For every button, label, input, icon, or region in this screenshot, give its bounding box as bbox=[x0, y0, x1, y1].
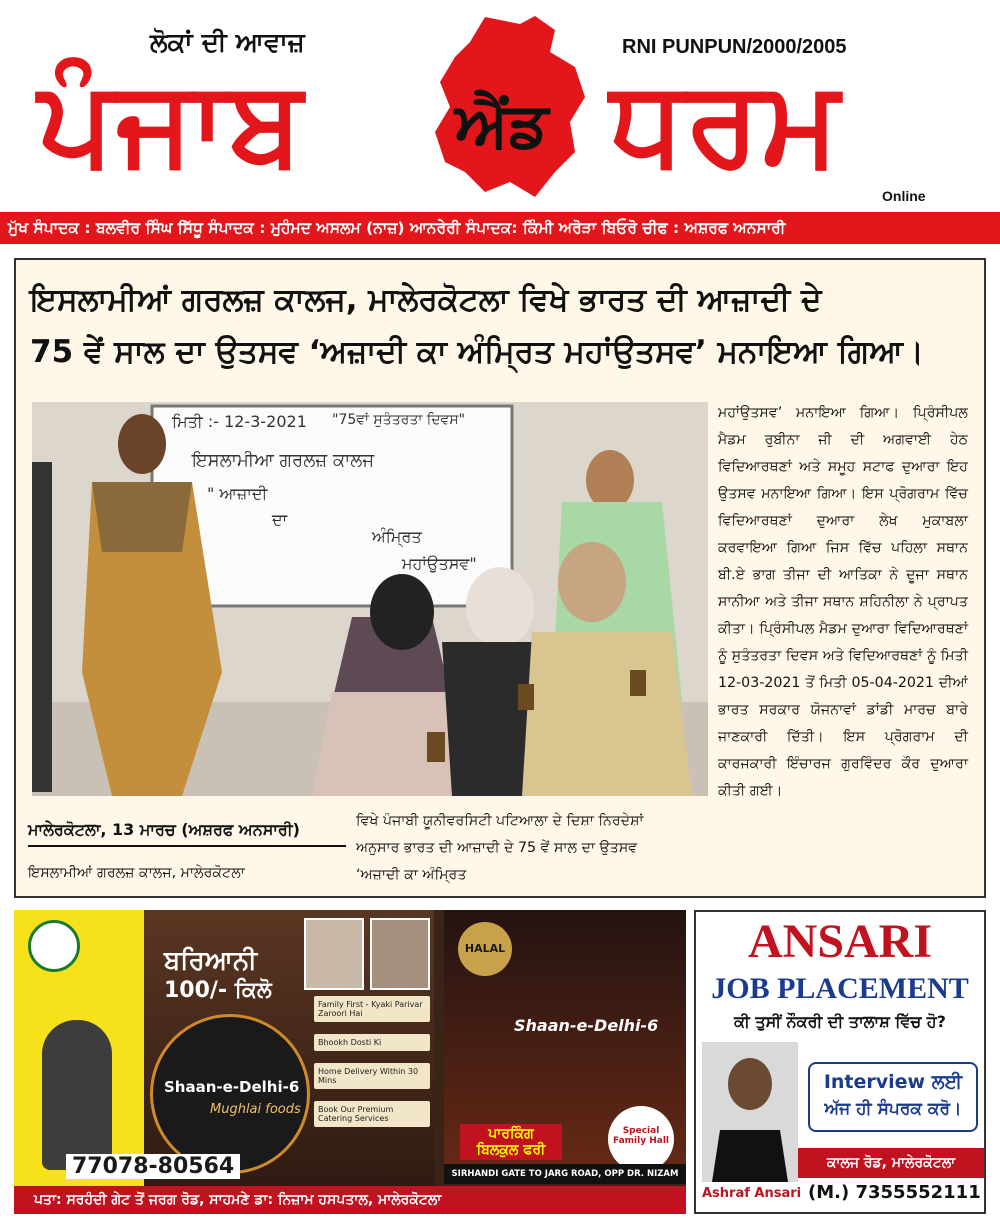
agent-silhouette-icon bbox=[702, 1042, 798, 1182]
owner-photo-1 bbox=[304, 918, 364, 990]
board-line-1: ਇਸਲਾਮੀਆ ਗਰਲਜ਼ ਕਾਲਜ bbox=[192, 450, 375, 471]
article-column-2: ਵਿਖੇ ਪੰਜਾਬੀ ਯੂਨੀਵਰਸਿਟੀ ਪਟਿਆਲਾ ਦੇ ਦਿਸ਼ਾ ਨਿਰਦੇਸ਼ਾਂ ਅਨੁਸਾਰ ਭਾਰਤ ਦੀ ਆਜ਼ਾਦੀ ਦੇ 75 ਵੇਂ ਸਾਲ ਦਾ ਉਤਸਵ ‘ਅਜ਼ਾਦੀ ਕਾ ਅੰਮ੍ਰਿਤ bbox=[356, 813, 644, 883]
biryani-title: ਬਰਿਆਨੀ bbox=[164, 946, 258, 976]
ad-food-address: ਪਤਾ: ਸਰਹੰਦੀ ਗੇਟ ਤੋਂ ਜਰਗ ਰੋਡ, ਸਾਹਮਣੇ ਡਾ: ਨਿਜ਼ਾਮ ਹਸਪਤਾਲ, ਮਾਲੇਰਕੋਟਲਾ bbox=[14, 1186, 686, 1214]
ad-ansari-job bbox=[694, 910, 986, 1214]
ad-food-location: SIRHANDI GATE TO JARG ROAD, OPP DR. NIZAM bbox=[444, 1164, 686, 1184]
board-line-3: ਦਾ bbox=[272, 510, 288, 529]
ad-shaan-e-delhi bbox=[14, 910, 686, 1214]
board-line-4: ਅੰਮ੍ਰਿਤ bbox=[372, 527, 422, 546]
halal-badge: HALAL bbox=[458, 922, 512, 976]
board-date: ਮਿਤੀ :- 12-3-2021 bbox=[172, 412, 307, 431]
parking-badge: ਪਾਰਕਿੰਗ ਬਿਲਕੁਲ ਫਰੀ bbox=[460, 1124, 562, 1160]
headline-line-1: ਇਸਲਾਮੀਆਂ ਗਰਲਜ਼ ਕਾਲਜ, ਮਾਲੇਰਕੋਟਲਾ ਵਿਖੇ ਭਾਰਤ ਦੀ ਆਜ਼ਾਦੀ ਦੇ bbox=[30, 282, 822, 318]
interview-line-2: ਅੱਜ ਹੀ ਸੰਪਰਕ ਕਰੋ। bbox=[824, 1099, 962, 1119]
person-photo bbox=[42, 1020, 112, 1170]
job-title: ANSARI bbox=[747, 915, 933, 968]
tagline: ਲੋਕਾਂ ਦੀ ਆਵਾਜ਼ bbox=[150, 28, 305, 58]
party-logo-icon bbox=[28, 920, 80, 972]
owner-photo-2 bbox=[370, 918, 430, 990]
agent-photo bbox=[702, 1042, 798, 1182]
article-column-3: ਮਹਾਂਉਤਸਵ’ ਮਨਾਇਆ ਗਿਆ। ਪ੍ਰਿੰਸੀਪਲ ਮੈਡਮ ਰੁਬੀਨਾ ਜੀ ਦੀ ਅਗਵਾਈ ਹੇਠ ਵਿਦਿਆਰਥਣਾਂ ਅਤੇ ਸਮੂਹ ਸਟਾਫ ਦੁਆਰਾ ਇਹ ਉਤਸਵ ਮਨਾਇਆ ਗਿਆ। ਇਸ ਪ੍ਰੋਗਰਾਮ ਵਿੱਚ ਵਿਦਿਆਰਥਣਾਂ ਦੁਆਰਾ ਲੇਖ ਮੁਕਾਬਲਾ ਕਰਵਾਇਆ ਗਿਆ ਜਿਸ ਵਿੱਚ ਪਹਿਲਾ ਸਥਾਨ ਬੀ.ਏ ਭਾਗ ਤੀਜਾ ਦੀ ਆਤਿਕਾ ਨੇ ਦੂਜਾ ਸਥਾਨ ਸਾਨੀਆ ਅਤੇ ਤੀਜਾ ਸਥਾਨ ਸ਼ਹਿਨੀਲਾ ਨੇ ਪ੍ਰਾਪਤ ਕੀਤਾ। ਪ੍ਰਿੰਸੀਪਲ ਮੈਡਮ ਦੁਆਰਾ ਵਿਦਿਆਰਥਣਾਂ ਨੂੰ ਸੁਤੰਤਰਤਾ ਦਿਵਸ ਅਤੇ ਵਿਦਿਆਰਥਣਾਂ ਨੂੰ ਮਿਤੀ 12-03-2021 ਤੋਂ ਮਿਤੀ 05-04-2021 ਦੀਆਂ ਭਾਰਤ ਸਰਕਾਰ ਯੋਜਨਾਵਾਂ ਡਾਂਡੀ ਮਾਰਚ ਬਾਰੇ ਜਾਣਕਾਰੀ ਦਿੱਤੀ। ਇਸ ਪ੍ਰੋਗਰਾਮ ਦੀ ਕਾਰਜਕਾਰੀ ਇੰਚਾਰਜ ਗੁਰਵਿੰਦਰ ਕੌਰ ਦੁਆਰਾ ਕੀਤੀ ਗਈ। bbox=[718, 405, 968, 799]
board-line-5: ਮਹਾਂਉਤਸਵ" bbox=[402, 554, 477, 573]
service-item: Family First - Kyaki Parivar Zaroori Hai bbox=[314, 996, 430, 1022]
rni-number: RNI PUNPUN/2000/2005 bbox=[622, 36, 847, 58]
dateline: ਮਾਲੇਰਕੋਟਲਾ, 13 ਮਾਰਚ (ਅਸ਼ਰਫ ਅਨਸਾਰੀ) bbox=[28, 820, 300, 839]
masthead-title-left: ਪੰਜਾਬ bbox=[38, 53, 305, 191]
board-quote: "75ਵਾਂ ਸੁਤੰਤਰਤਾ ਦਿਵਸ" bbox=[332, 412, 466, 428]
article-column-1: ਇਸਲਾਮੀਆਂ ਗਰਲਜ਼ ਕਾਲਜ, ਮਾਲੇਰਕੋਟਲਾ bbox=[28, 865, 245, 881]
agent-name: Ashraf Ansari bbox=[702, 1186, 802, 1201]
job-question: ਕੀ ਤੁਸੀਂ ਨੌਕਰੀ ਦੀ ਤਾਲਾਸ਼ ਵਿੱਚ ਹੋ? bbox=[734, 1012, 946, 1031]
article bbox=[14, 258, 986, 898]
job-location: ਕਾਲਜ ਰੋਡ, ਮਾਲੇਰਕੋਟਲਾ bbox=[798, 1148, 984, 1178]
headline-line-2: 75 ਵੇਂ ਸਾਲ ਦਾ ਉਤਸਵ ‘ਅਜ਼ਾਦੀ ਕਾ ਅੰਮ੍ਰਿਤ ਮਹਾਂਉਤਸਵ’ ਮਨਾਇਆ ਗਿਆ। bbox=[30, 334, 924, 370]
board-line-2: " ਆਜ਼ਾਦੀ bbox=[207, 484, 268, 503]
job-subtitle: JOB PLACEMENT bbox=[711, 972, 969, 1005]
masthead bbox=[0, 0, 1000, 210]
dateline-divider bbox=[28, 845, 346, 847]
service-item: Book Our Premium Catering Services bbox=[314, 1101, 430, 1127]
article-photo bbox=[32, 402, 708, 796]
interview-line-1: Interview ਲਈ bbox=[823, 1071, 963, 1093]
masthead-title-mid: ਐਂਡ bbox=[455, 88, 549, 161]
staff-bar: ਮੁੱਖ ਸੰਪਾਦਕ : ਬਲਵੀਰ ਸਿੰਘ ਸਿੱਧੂ ਸੰਪਾਦਕ : ਮੁਹੰਮਦ ਅਸਲਮ (ਨਾਜ਼) ਆਨਰੇਰੀ ਸੰਪਾਦਕ: ਕਿੰਮੀ ਅਰੋੜਾ ਬਿਓਰੋ ਚੀਫ : ਅਸ਼ਰਫ ਅਨਸਾਰੀ bbox=[0, 212, 1000, 244]
family-hall-badge: Special Family Hall bbox=[608, 1106, 674, 1172]
service-item: Bhookh Dosti Ki bbox=[314, 1034, 430, 1051]
ad-food-phone: 77078-80564 bbox=[66, 1154, 240, 1179]
interview-box bbox=[808, 1062, 978, 1132]
brand-sub: Mughlai foods bbox=[210, 1102, 301, 1117]
masthead-title-right: ਧਰਮ bbox=[610, 53, 842, 191]
service-list bbox=[314, 996, 430, 1127]
job-phone: (M.) 7355552111 bbox=[808, 1182, 981, 1203]
biryani-price: 100/- ਕਿਲੋ bbox=[164, 978, 272, 1003]
online-label: Online bbox=[882, 188, 926, 204]
brand-name: Shaan-e-Delhi-6 bbox=[164, 1078, 300, 1096]
service-item: Home Delivery Within 30 Mins bbox=[314, 1063, 430, 1089]
headline bbox=[30, 274, 970, 378]
storefront-sign: Shaan-e-Delhi-6 bbox=[514, 1016, 659, 1035]
